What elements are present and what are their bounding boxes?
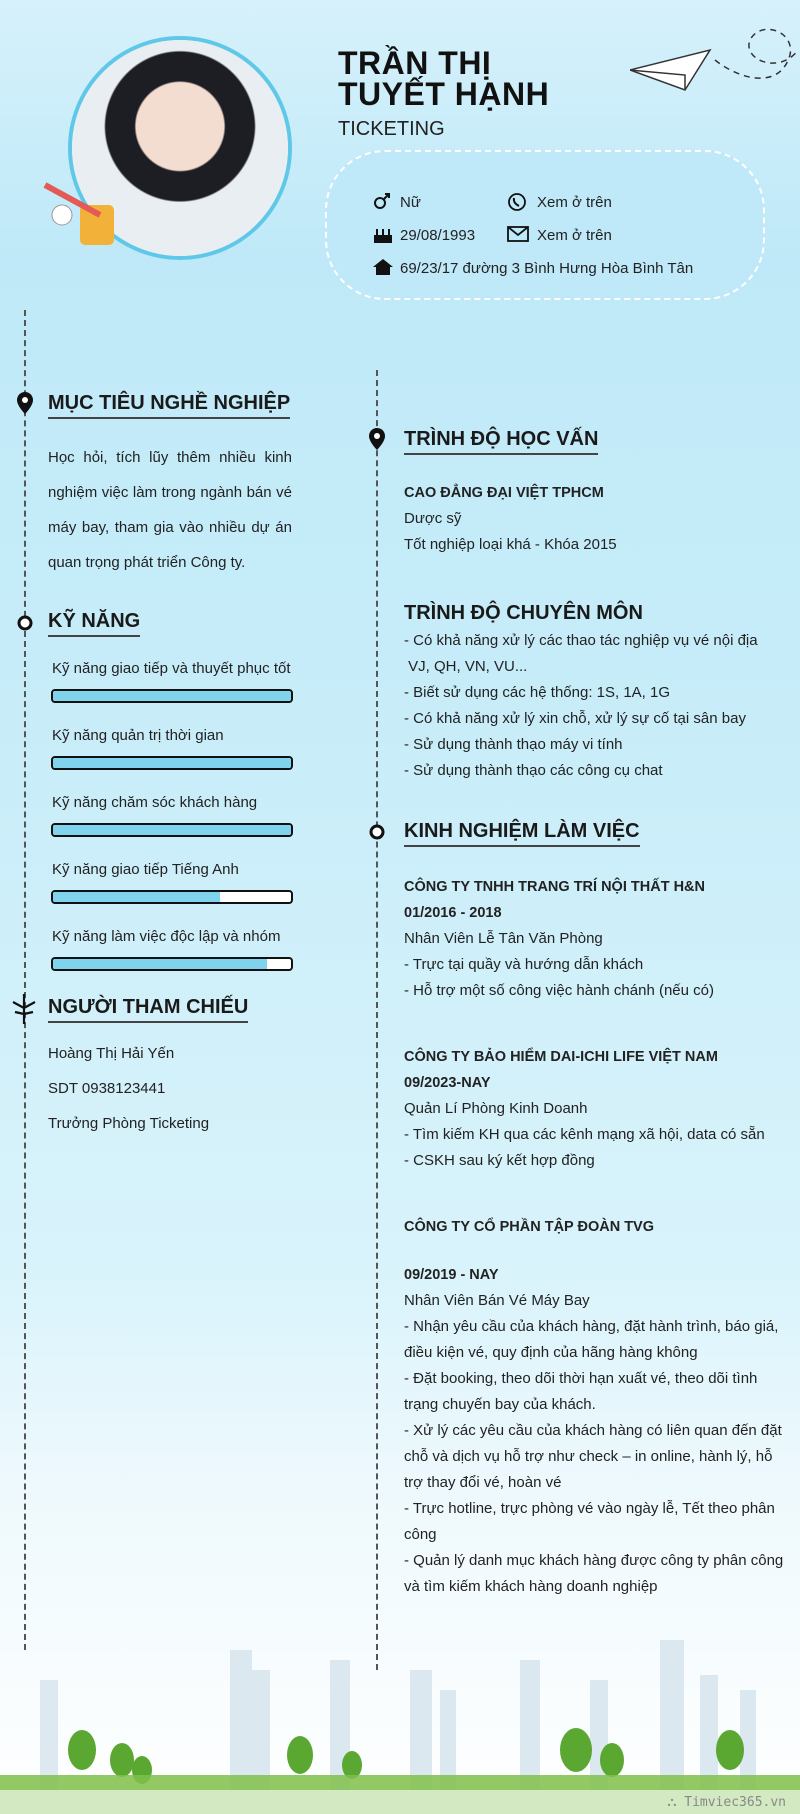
education-result: Tốt nghiệp loại khá - Khóa 2015 bbox=[404, 536, 617, 553]
skill-level-bar bbox=[51, 689, 293, 703]
location-pin-icon bbox=[17, 392, 33, 414]
reference-name: Hoàng Thị Hải Yến bbox=[48, 1045, 175, 1062]
city-skyline-illustration bbox=[0, 1600, 800, 1814]
objective-title: MỤC TIÊU NGHỀ NGHIỆP bbox=[48, 392, 290, 419]
expertise-item: - Có khả năng xử lý các thao tác nghiệp vụ vé nội địa bbox=[404, 632, 758, 649]
skill-level-bar bbox=[51, 756, 293, 770]
left-timeline bbox=[24, 310, 26, 1650]
job-company: CÔNG TY TNHH TRANG TRÍ NỘI THẤT H&N bbox=[404, 879, 705, 895]
expertise-item: - Biết sử dụng các hệ thống: 1S, 1A, 1G bbox=[404, 684, 671, 701]
education-school: CAO ĐẲNG ĐẠI VIỆT TPHCM bbox=[404, 485, 604, 501]
expertise-item: - Sử dụng thành thạo máy vi tính bbox=[404, 736, 623, 753]
job-entry bbox=[404, 874, 794, 1004]
tree-branch-icon bbox=[11, 994, 37, 1024]
skill-level-bar bbox=[51, 823, 293, 837]
objective-text: Học hỏi, tích lũy thêm nhiều kinh nghiệm việc làm trong ngành bán vé máy bay, tham gia vào nhiều dự án quan trọng phát triển Công ty. bbox=[48, 449, 292, 571]
job-duty: - Tìm kiếm KH qua các kênh mạng xã hội, data có sẵn bbox=[404, 1126, 765, 1143]
circle-marker-icon bbox=[16, 614, 34, 632]
skill-level-bar bbox=[51, 890, 293, 904]
expertise-item: VJ, QH, VN, VU... bbox=[404, 658, 528, 675]
job-period: 01/2016 - 2018 bbox=[404, 905, 502, 921]
skill-name: Kỹ năng giao tiếp Tiếng Anh bbox=[52, 861, 239, 878]
circle-marker-icon bbox=[368, 823, 386, 841]
expertise-item: - Sử dụng thành thạo các công cụ chat bbox=[404, 762, 663, 779]
job-duty: điều kiện vé, quy định của hãng hàng không bbox=[404, 1344, 698, 1361]
watermark: ⛬ Timviec365.vn bbox=[667, 1795, 786, 1810]
job-entry bbox=[404, 1214, 794, 1600]
job-duty: - CSKH sau ký kết hợp đồng bbox=[404, 1152, 595, 1169]
skill-level-bar bbox=[51, 957, 293, 971]
job-duty: công bbox=[404, 1526, 437, 1543]
job-role: Nhân Viên Bán Vé Máy Bay bbox=[404, 1292, 590, 1309]
job-period: 09/2023-NAY bbox=[404, 1075, 491, 1091]
job-duty: - Hỗ trợ một số công việc hành chánh (nếu có) bbox=[404, 982, 714, 999]
birthday-cake-icon bbox=[372, 225, 394, 245]
experience-title: KINH NGHIỆM LÀM VIỆC bbox=[404, 820, 640, 847]
job-entry bbox=[404, 1044, 794, 1174]
gender-icon bbox=[372, 192, 392, 212]
skill-name: Kỹ năng làm việc độc lập và nhóm bbox=[52, 928, 281, 945]
job-duty: và tìm kiếm khách hàng doanh nghiệp bbox=[404, 1578, 658, 1595]
job-duty: - Trực hotline, trực phòng vé vào ngày lễ, Tết theo phân bbox=[404, 1500, 775, 1517]
reference-position: Trưởng Phòng Ticketing bbox=[48, 1115, 210, 1132]
location-pin-icon bbox=[369, 428, 385, 450]
travel-decoration-icon bbox=[40, 175, 120, 255]
phone-icon bbox=[507, 192, 527, 212]
job-duty: - Nhận yêu cầu của khách hàng, đặt hành trình, báo giá, bbox=[404, 1318, 779, 1335]
right-timeline bbox=[376, 370, 378, 1670]
expertise-title: TRÌNH ĐỘ CHUYÊN MÔN bbox=[404, 602, 643, 624]
skills-title: KỸ NĂNG bbox=[48, 610, 140, 637]
job-duty: - Trực tại quầy và hướng dẫn khách bbox=[404, 956, 644, 973]
paper-plane-icon bbox=[630, 20, 800, 100]
job-duty: trạng chuyến bay của khách. bbox=[404, 1396, 596, 1413]
job-duty: trợ thay đổi vé, hoàn vé bbox=[404, 1474, 562, 1491]
job-duty: - Quản lý danh mục khách hàng được công ty phân công bbox=[404, 1552, 784, 1569]
skill-name: Kỹ năng chăm sóc khách hàng bbox=[52, 794, 258, 811]
job-title: TICKETING bbox=[338, 118, 445, 140]
home-icon bbox=[372, 258, 394, 276]
email-icon bbox=[507, 225, 529, 243]
reference-phone: SDT 0938123441 bbox=[48, 1080, 166, 1097]
expertise-item: - Có khả năng xử lý xin chỗ, xử lý sự cố tại sân bay bbox=[404, 710, 746, 727]
job-duty: - Xử lý các yêu cầu của khách hàng có liên quan đến đặt bbox=[404, 1422, 782, 1439]
job-role: Quản Lí Phòng Kinh Doanh bbox=[404, 1100, 588, 1117]
expertise-list bbox=[404, 628, 784, 784]
skill-name: Kỹ năng giao tiếp và thuyết phục tốt bbox=[52, 660, 291, 677]
job-company: CÔNG TY BẢO HIỂM DAI-ICHI LIFE VIỆT NAM bbox=[404, 1049, 718, 1065]
references-title: NGƯỜI THAM CHIẾU bbox=[48, 996, 248, 1023]
education-major: Dược sỹ bbox=[404, 510, 462, 527]
candidate-name: TRẦN THỊ TUYẾT HẠNH bbox=[338, 45, 550, 112]
skill-name: Kỹ năng quản trị thời gian bbox=[52, 727, 224, 744]
job-duties bbox=[404, 1314, 794, 1600]
job-period: 09/2019 - NAY bbox=[404, 1267, 499, 1283]
job-duty: - Đặt booking, theo dõi thời hạn xuất vé, theo dõi tình bbox=[404, 1370, 758, 1387]
job-duty: chỗ và dịch vụ hỗ trợ như check – in online, hành lý, hỗ bbox=[404, 1448, 773, 1465]
job-company: CÔNG TY CỔ PHẦN TẬP ĐOÀN TVG bbox=[404, 1219, 655, 1235]
job-role: Nhân Viên Lễ Tân Văn Phòng bbox=[404, 930, 603, 947]
education-title: TRÌNH ĐỘ HỌC VẤN bbox=[404, 428, 598, 455]
